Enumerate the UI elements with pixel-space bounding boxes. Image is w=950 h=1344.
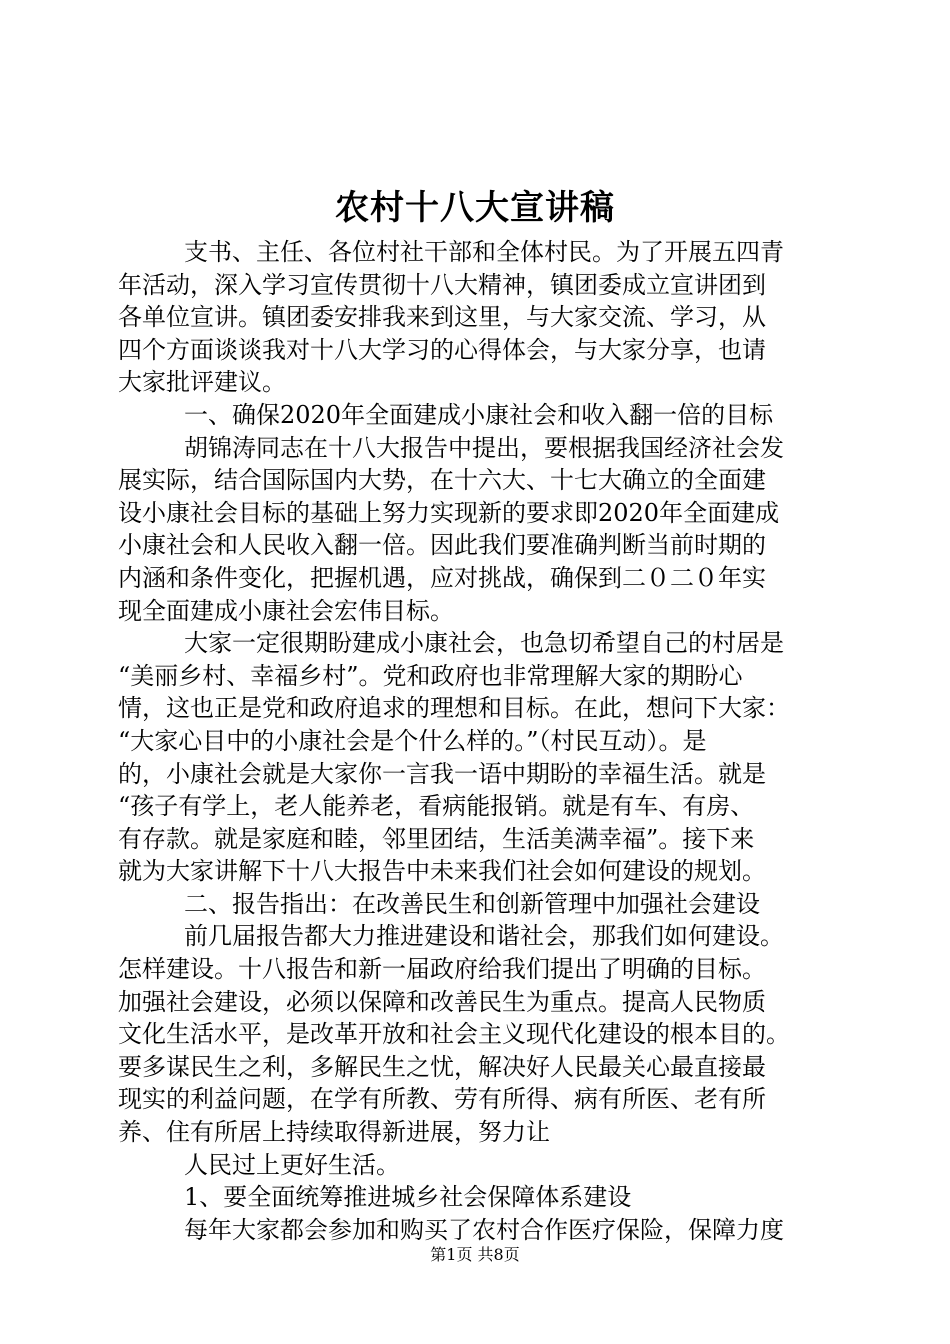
body-line: 有存款。就是家庭和睦，邻里团结，生活美满幸福”。接下来 [118,824,755,853]
body-line: 四个方面谈谈我对十八大学习的心得体会，与大家分享，也请 [118,335,766,364]
body-line: 现实的利益问题，在学有所教、劳有所得、病有所医、老有所 [118,1085,766,1114]
body-line: 要多谋民生之利，多解民生之忧，解决好人民最关心最直接最 [118,1052,766,1081]
body-line: 怎样建设。十八报告和新一届政府给我们提出了明确的目标。 [118,955,766,984]
body-line: 前几届报告都大力推进建设和谐社会，那我们如何建设。 [184,922,784,951]
body-line: 各单位宣讲。镇团委安排我来到这里，与大家交流、学习，从 [118,303,766,332]
document-body [118,236,832,1246]
body-line: 的，小康社会就是大家你一言我一语中期盼的幸福生活。就是 [118,759,766,788]
body-line: 支书、主任、各位村社干部和全体村民。为了开展五四青 [184,238,784,266]
body-line: 养、住有所居上持续取得新进展，努力让 [118,1118,550,1147]
body-line: 情，这也正是党和政府追求的理想和目标。在此，想问下大家： [118,694,790,723]
body-line: 内涵和条件变化，把握机遇，应对挑战，确保到二０二０年实 [118,563,766,592]
body-line: 一、确保2020年全面建成小康社会和收入翻一倍的目标 [184,400,774,429]
page-footer: 第1页 共8页 [430,1245,520,1264]
body-line: “大家心目中的小康社会是个什么样的。”（村民互动）。是 [118,726,707,755]
body-line: 就为大家讲解下十八大报告中未来我们社会如何建设的规划。 [118,857,766,886]
body-line: 文化生活水平，是改革开放和社会主义现代化建设的根本目的。 [118,1020,790,1049]
body-line: 展实际，结合国际国内大势，在十六大、十七大确立的全面建 [118,466,766,495]
body-line: 人民过上更好生活。 [184,1150,400,1179]
body-line: 1、要全面统筹推进城乡社会保障体系建设 [184,1183,632,1212]
body-line: 胡锦涛同志在十八大报告中提出，要根据我国经济社会发 [184,433,784,462]
body-line: 设小康社会目标的基础上努力实现新的要求即2020年全面建成 [118,498,780,527]
body-line: 年活动，深入学习宣传贯彻十八大精神，镇团委成立宣讲团到 [118,270,766,299]
body-line: 小康社会和人民收入翻一倍。因此我们要准确判断当前时期的 [118,531,766,560]
body-line: 大家批评建议。 [118,368,286,397]
document-title: 农村十八大宣讲稿 [335,188,615,228]
body-line: 每年大家都会参加和购买了农村合作医疗保险，保障力度 [184,1215,784,1244]
body-line: “孩子有学上，老人能养老，看病能报销。就是有车、有房、 [118,792,755,821]
body-line: 二、报告指出：在改善民生和创新管理中加强社会建设 [184,889,760,918]
body-line: 现全面建成小康社会宏伟目标。 [118,596,454,625]
body-line: “美丽乡村、幸福乡村”。党和政府也非常理解大家的期盼心 [118,661,743,690]
body-line: 大家一定很期盼建成小康社会，也急切希望自己的村居是 [184,629,784,658]
body-line: 加强社会建设，必须以保障和改善民生为重点。提高人民物质 [118,987,766,1016]
